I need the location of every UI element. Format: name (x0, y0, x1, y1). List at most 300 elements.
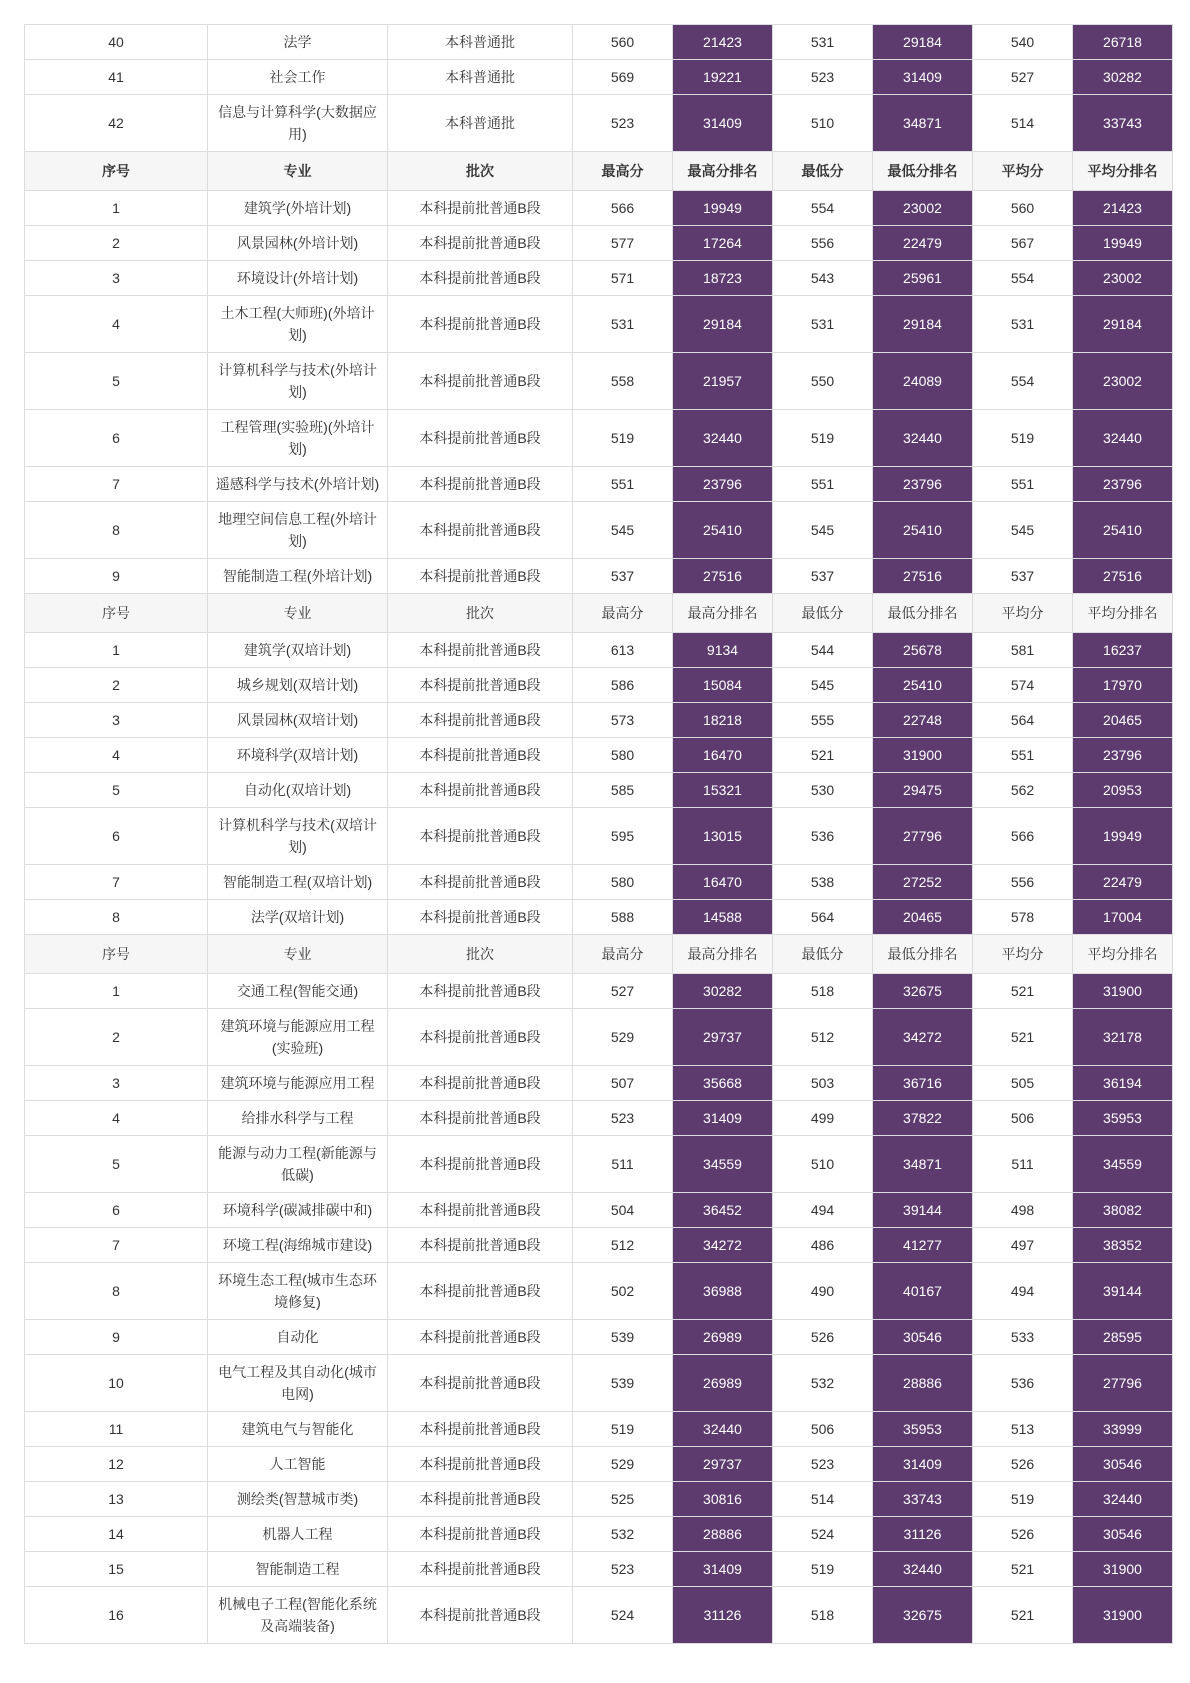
cell-max-score-rank: 34559 (673, 1136, 773, 1193)
cell-max-score: 519 (573, 410, 673, 467)
cell-avg-score: 574 (973, 668, 1073, 703)
cell-min-score: 523 (773, 60, 873, 95)
cell-avg-score-rank: 31900 (1073, 974, 1173, 1009)
cell-avg-score-rank: 32440 (1073, 1482, 1173, 1517)
cell-avg-score: 564 (973, 703, 1073, 738)
cell-min-score: 536 (773, 808, 873, 865)
cell-min-score: 510 (773, 95, 873, 152)
cell-max-score: 531 (573, 296, 673, 353)
cell-min-score: 531 (773, 25, 873, 60)
table-row (25, 1552, 1173, 1587)
cell-avg-score-rank: 23002 (1073, 353, 1173, 410)
cell-avg-score: 581 (973, 633, 1073, 668)
cell-max-score: 580 (573, 738, 673, 773)
cell-avg-score: 526 (973, 1517, 1073, 1552)
cell-min-score-rank: 34871 (873, 1136, 973, 1193)
cell-avg-score: 567 (973, 226, 1073, 261)
header-row (25, 152, 1173, 191)
table-row (25, 974, 1173, 1009)
cell-serial-number: 6 (25, 808, 208, 865)
cell-max-score: 529 (573, 1447, 673, 1482)
cell-avg-score: 554 (973, 353, 1073, 410)
cell-max-score: 519 (573, 1412, 673, 1447)
cell-min-score-rank: 32440 (873, 410, 973, 467)
table-row (25, 191, 1173, 226)
cell-min-score-rank: 35953 (873, 1412, 973, 1447)
cell-batch: 本科提前批普通B段 (388, 808, 573, 865)
cell-max-score-rank: 23796 (673, 467, 773, 502)
table-row (25, 865, 1173, 900)
cell-major: 环境科学(双培计划) (208, 738, 388, 773)
cell-batch: 本科提前批普通B段 (388, 353, 573, 410)
cell-min-score: 499 (773, 1101, 873, 1136)
cell-avg-score-rank: 21423 (1073, 191, 1173, 226)
table-row (25, 738, 1173, 773)
cell-max-score-rank: 15321 (673, 773, 773, 808)
cell-serial-number: 6 (25, 1193, 208, 1228)
cell-min-score: 494 (773, 1193, 873, 1228)
column-header-max-score-rank: 最高分排名 (673, 594, 773, 633)
cell-min-score: 543 (773, 261, 873, 296)
cell-max-score-rank: 36988 (673, 1263, 773, 1320)
cell-min-score-rank: 25961 (873, 261, 973, 296)
cell-min-score: 526 (773, 1320, 873, 1355)
cell-max-score: 537 (573, 559, 673, 594)
table-row (25, 296, 1173, 353)
column-header-serial-number: 序号 (25, 594, 208, 633)
cell-serial-number: 8 (25, 900, 208, 935)
cell-max-score-rank: 31409 (673, 1552, 773, 1587)
cell-max-score-rank: 26989 (673, 1355, 773, 1412)
cell-batch: 本科提前批普通B段 (388, 1517, 573, 1552)
cell-batch: 本科提前批普通B段 (388, 1482, 573, 1517)
cell-major: 法学(双培计划) (208, 900, 388, 935)
cell-major: 给排水科学与工程 (208, 1101, 388, 1136)
table-row (25, 1320, 1173, 1355)
cell-max-score-rank: 32440 (673, 410, 773, 467)
cell-avg-score: 578 (973, 900, 1073, 935)
cell-avg-score-rank: 26718 (1073, 25, 1173, 60)
cell-max-score-rank: 19221 (673, 60, 773, 95)
cell-avg-score: 551 (973, 467, 1073, 502)
cell-max-score-rank: 15084 (673, 668, 773, 703)
cell-min-score: 551 (773, 467, 873, 502)
cell-batch: 本科提前批普通B段 (388, 1009, 573, 1066)
cell-min-score-rank: 23796 (873, 467, 973, 502)
cell-major: 环境科学(碳减排碳中和) (208, 1193, 388, 1228)
cell-batch: 本科提前批普通B段 (388, 1228, 573, 1263)
cell-major: 建筑学(双培计划) (208, 633, 388, 668)
column-header-serial-number: 序号 (25, 152, 208, 191)
cell-min-score-rank: 22748 (873, 703, 973, 738)
cell-major: 信息与计算科学(大数据应用) (208, 95, 388, 152)
cell-min-score-rank: 41277 (873, 1228, 973, 1263)
cell-min-score-rank: 31409 (873, 1447, 973, 1482)
cell-major: 自动化 (208, 1320, 388, 1355)
table-row (25, 410, 1173, 467)
column-header-min-score: 最低分 (773, 935, 873, 974)
cell-serial-number: 6 (25, 410, 208, 467)
cell-batch: 本科提前批普通B段 (388, 502, 573, 559)
cell-min-score: 545 (773, 668, 873, 703)
cell-batch: 本科提前批普通B段 (388, 1447, 573, 1482)
cell-serial-number: 41 (25, 60, 208, 95)
cell-max-score-rank: 35668 (673, 1066, 773, 1101)
column-header-min-score: 最低分 (773, 594, 873, 633)
cell-max-score-rank: 32440 (673, 1412, 773, 1447)
cell-avg-score: 537 (973, 559, 1073, 594)
cell-major: 建筑环境与能源应用工程 (208, 1066, 388, 1101)
cell-serial-number: 11 (25, 1412, 208, 1447)
cell-min-score-rank: 34871 (873, 95, 973, 152)
table-row (25, 1412, 1173, 1447)
column-header-batch: 批次 (388, 152, 573, 191)
cell-batch: 本科提前批普通B段 (388, 738, 573, 773)
cell-serial-number: 12 (25, 1447, 208, 1482)
table-row (25, 1136, 1173, 1193)
cell-serial-number: 15 (25, 1552, 208, 1587)
cell-avg-score-rank: 28595 (1073, 1320, 1173, 1355)
cell-avg-score: 521 (973, 974, 1073, 1009)
cell-batch: 本科提前批普通B段 (388, 410, 573, 467)
cell-max-score: 527 (573, 974, 673, 1009)
table-row (25, 261, 1173, 296)
cell-serial-number: 5 (25, 353, 208, 410)
cell-avg-score-rank: 27796 (1073, 1355, 1173, 1412)
column-header-min-score: 最低分 (773, 152, 873, 191)
table-row (25, 1482, 1173, 1517)
cell-major: 人工智能 (208, 1447, 388, 1482)
cell-batch: 本科提前批普通B段 (388, 633, 573, 668)
cell-min-score: 506 (773, 1412, 873, 1447)
cell-batch: 本科提前批普通B段 (388, 773, 573, 808)
cell-major: 风景园林(外培计划) (208, 226, 388, 261)
cell-serial-number: 4 (25, 738, 208, 773)
cell-batch: 本科提前批普通B段 (388, 1101, 573, 1136)
cell-min-score: 532 (773, 1355, 873, 1412)
cell-max-score-rank: 19949 (673, 191, 773, 226)
cell-max-score: 551 (573, 467, 673, 502)
cell-avg-score-rank: 32440 (1073, 410, 1173, 467)
column-header-max-score: 最高分 (573, 152, 673, 191)
cell-avg-score: 519 (973, 1482, 1073, 1517)
cell-avg-score: 562 (973, 773, 1073, 808)
cell-min-score-rank: 32675 (873, 1587, 973, 1644)
cell-batch: 本科提前批普通B段 (388, 1320, 573, 1355)
cell-max-score-rank: 16470 (673, 738, 773, 773)
cell-max-score: 580 (573, 865, 673, 900)
cell-batch: 本科提前批普通B段 (388, 191, 573, 226)
cell-batch: 本科提前批普通B段 (388, 1136, 573, 1193)
cell-major: 风景园林(双培计划) (208, 703, 388, 738)
cell-max-score-rank: 27516 (673, 559, 773, 594)
cell-min-score: 490 (773, 1263, 873, 1320)
cell-avg-score-rank: 30282 (1073, 60, 1173, 95)
cell-avg-score-rank: 30546 (1073, 1447, 1173, 1482)
cell-max-score: 613 (573, 633, 673, 668)
cell-major: 环境生态工程(城市生态环境修复) (208, 1263, 388, 1320)
cell-batch: 本科提前批普通B段 (388, 1412, 573, 1447)
table-row (25, 1009, 1173, 1066)
cell-serial-number: 8 (25, 502, 208, 559)
cell-min-score-rank: 29184 (873, 296, 973, 353)
cell-min-score: 524 (773, 1517, 873, 1552)
cell-avg-score-rank: 31900 (1073, 1587, 1173, 1644)
cell-max-score: 511 (573, 1136, 673, 1193)
cell-serial-number: 4 (25, 296, 208, 353)
cell-serial-number: 1 (25, 974, 208, 1009)
cell-avg-score-rank: 19949 (1073, 808, 1173, 865)
table-row (25, 1066, 1173, 1101)
cell-batch: 本科提前批普通B段 (388, 1066, 573, 1101)
cell-serial-number: 2 (25, 1009, 208, 1066)
table-row (25, 900, 1173, 935)
table-row (25, 633, 1173, 668)
table-row (25, 1355, 1173, 1412)
cell-min-score-rank: 31900 (873, 738, 973, 773)
cell-major: 土木工程(大师班)(外培计划) (208, 296, 388, 353)
cell-serial-number: 13 (25, 1482, 208, 1517)
cell-min-score-rank: 40167 (873, 1263, 973, 1320)
cell-major: 地理空间信息工程(外培计划) (208, 502, 388, 559)
cell-serial-number: 3 (25, 703, 208, 738)
cell-min-score: 531 (773, 296, 873, 353)
cell-avg-score-rank: 25410 (1073, 502, 1173, 559)
cell-batch: 本科提前批普通B段 (388, 900, 573, 935)
cell-max-score: 532 (573, 1517, 673, 1552)
cell-min-score: 550 (773, 353, 873, 410)
cell-batch: 本科普通批 (388, 60, 573, 95)
cell-min-score: 523 (773, 1447, 873, 1482)
cell-major: 机械电子工程(智能化系统及高端装备) (208, 1587, 388, 1644)
cell-major: 交通工程(智能交通) (208, 974, 388, 1009)
cell-major: 环境工程(海绵城市建设) (208, 1228, 388, 1263)
table-body (25, 25, 1173, 1644)
cell-min-score: 521 (773, 738, 873, 773)
cell-avg-score-rank: 31900 (1073, 1552, 1173, 1587)
cell-major: 建筑环境与能源应用工程(实验班) (208, 1009, 388, 1066)
cell-max-score: 539 (573, 1320, 673, 1355)
cell-serial-number: 3 (25, 1066, 208, 1101)
cell-max-score: 523 (573, 1101, 673, 1136)
cell-max-score-rank: 26989 (673, 1320, 773, 1355)
cell-max-score-rank: 31409 (673, 95, 773, 152)
cell-max-score: 558 (573, 353, 673, 410)
cell-serial-number: 9 (25, 559, 208, 594)
cell-batch: 本科提前批普通B段 (388, 261, 573, 296)
cell-min-score: 545 (773, 502, 873, 559)
cell-min-score-rank: 24089 (873, 353, 973, 410)
cell-batch: 本科提前批普通B段 (388, 668, 573, 703)
cell-min-score: 555 (773, 703, 873, 738)
table-row (25, 226, 1173, 261)
cell-major: 智能制造工程 (208, 1552, 388, 1587)
cell-max-score-rank: 13015 (673, 808, 773, 865)
table-row (25, 60, 1173, 95)
cell-serial-number: 10 (25, 1355, 208, 1412)
table-row (25, 1263, 1173, 1320)
table-row (25, 703, 1173, 738)
cell-batch: 本科普通批 (388, 25, 573, 60)
cell-serial-number: 7 (25, 865, 208, 900)
cell-min-score-rank: 30546 (873, 1320, 973, 1355)
cell-min-score-rank: 27796 (873, 808, 973, 865)
cell-max-score: 585 (573, 773, 673, 808)
cell-min-score-rank: 36716 (873, 1066, 973, 1101)
cell-batch: 本科提前批普通B段 (388, 1193, 573, 1228)
cell-max-score-rank: 30816 (673, 1482, 773, 1517)
cell-serial-number: 2 (25, 668, 208, 703)
cell-serial-number: 5 (25, 773, 208, 808)
header-row (25, 935, 1173, 974)
cell-avg-score: 505 (973, 1066, 1073, 1101)
cell-max-score-rank: 31126 (673, 1587, 773, 1644)
cell-avg-score-rank: 17004 (1073, 900, 1173, 935)
cell-min-score: 519 (773, 1552, 873, 1587)
table-row (25, 1587, 1173, 1644)
column-header-avg-score: 平均分 (973, 935, 1073, 974)
cell-avg-score-rank: 32178 (1073, 1009, 1173, 1066)
column-header-min-score-rank: 最低分排名 (873, 152, 973, 191)
cell-max-score-rank: 18218 (673, 703, 773, 738)
cell-min-score-rank: 29475 (873, 773, 973, 808)
cell-max-score: 539 (573, 1355, 673, 1412)
cell-max-score: 504 (573, 1193, 673, 1228)
cell-min-score: 544 (773, 633, 873, 668)
cell-max-score: 560 (573, 25, 673, 60)
cell-min-score: 518 (773, 1587, 873, 1644)
cell-serial-number: 7 (25, 1228, 208, 1263)
column-header-max-score-rank: 最高分排名 (673, 152, 773, 191)
table-row (25, 1228, 1173, 1263)
cell-avg-score-rank: 23796 (1073, 467, 1173, 502)
cell-max-score: 524 (573, 1587, 673, 1644)
cell-avg-score-rank: 27516 (1073, 559, 1173, 594)
cell-min-score-rank: 39144 (873, 1193, 973, 1228)
cell-max-score: 595 (573, 808, 673, 865)
cell-batch: 本科提前批普通B段 (388, 1587, 573, 1644)
cell-max-score: 569 (573, 60, 673, 95)
cell-min-score: 486 (773, 1228, 873, 1263)
cell-major: 城乡规划(双培计划) (208, 668, 388, 703)
table-row (25, 95, 1173, 152)
cell-max-score-rank: 25410 (673, 502, 773, 559)
cell-max-score-rank: 29184 (673, 296, 773, 353)
cell-min-score: 510 (773, 1136, 873, 1193)
cell-serial-number: 9 (25, 1320, 208, 1355)
cell-avg-score: 519 (973, 410, 1073, 467)
cell-min-score: 538 (773, 865, 873, 900)
cell-batch: 本科提前批普通B段 (388, 296, 573, 353)
cell-max-score-rank: 29737 (673, 1009, 773, 1066)
cell-min-score-rank: 28886 (873, 1355, 973, 1412)
cell-max-score-rank: 31409 (673, 1101, 773, 1136)
cell-avg-score: 506 (973, 1101, 1073, 1136)
cell-min-score-rank: 31409 (873, 60, 973, 95)
cell-major: 能源与动力工程(新能源与低碳) (208, 1136, 388, 1193)
cell-max-score-rank: 16470 (673, 865, 773, 900)
cell-avg-score: 536 (973, 1355, 1073, 1412)
cell-serial-number: 2 (25, 226, 208, 261)
column-header-max-score-rank: 最高分排名 (673, 935, 773, 974)
cell-major: 法学 (208, 25, 388, 60)
table-row (25, 808, 1173, 865)
cell-max-score-rank: 30282 (673, 974, 773, 1009)
cell-avg-score-rank: 33743 (1073, 95, 1173, 152)
cell-avg-score: 511 (973, 1136, 1073, 1193)
cell-avg-score: 521 (973, 1009, 1073, 1066)
cell-major: 计算机科学与技术(外培计划) (208, 353, 388, 410)
cell-min-score: 503 (773, 1066, 873, 1101)
cell-serial-number: 3 (25, 261, 208, 296)
cell-max-score: 512 (573, 1228, 673, 1263)
table-row (25, 353, 1173, 410)
cell-max-score: 586 (573, 668, 673, 703)
cell-min-score: 514 (773, 1482, 873, 1517)
cell-avg-score: 533 (973, 1320, 1073, 1355)
cell-avg-score: 498 (973, 1193, 1073, 1228)
table-row (25, 1447, 1173, 1482)
cell-serial-number: 8 (25, 1263, 208, 1320)
column-header-avg-score-rank: 平均分排名 (1073, 594, 1173, 633)
cell-avg-score: 521 (973, 1587, 1073, 1644)
cell-major: 自动化(双培计划) (208, 773, 388, 808)
cell-avg-score: 513 (973, 1412, 1073, 1447)
cell-major: 工程管理(实验班)(外培计划) (208, 410, 388, 467)
cell-serial-number: 14 (25, 1517, 208, 1552)
cell-min-score: 554 (773, 191, 873, 226)
column-header-max-score: 最高分 (573, 935, 673, 974)
cell-min-score: 518 (773, 974, 873, 1009)
cell-max-score: 523 (573, 1552, 673, 1587)
cell-max-score: 525 (573, 1482, 673, 1517)
column-header-min-score-rank: 最低分排名 (873, 594, 973, 633)
cell-max-score-rank: 34272 (673, 1228, 773, 1263)
cell-batch: 本科普通批 (388, 95, 573, 152)
cell-batch: 本科提前批普通B段 (388, 226, 573, 261)
cell-max-score-rank: 28886 (673, 1517, 773, 1552)
cell-serial-number: 4 (25, 1101, 208, 1136)
cell-avg-score: 556 (973, 865, 1073, 900)
cell-max-score: 577 (573, 226, 673, 261)
column-header-serial-number: 序号 (25, 935, 208, 974)
cell-max-score-rank: 21423 (673, 25, 773, 60)
column-header-avg-score-rank: 平均分排名 (1073, 152, 1173, 191)
table-row (25, 559, 1173, 594)
column-header-avg-score-rank: 平均分排名 (1073, 935, 1173, 974)
cell-major: 智能制造工程(双培计划) (208, 865, 388, 900)
cell-avg-score-rank: 23796 (1073, 738, 1173, 773)
cell-max-score: 571 (573, 261, 673, 296)
cell-serial-number: 5 (25, 1136, 208, 1193)
cell-min-score-rank: 25410 (873, 668, 973, 703)
table-row (25, 467, 1173, 502)
cell-avg-score-rank: 22479 (1073, 865, 1173, 900)
cell-max-score: 566 (573, 191, 673, 226)
cell-batch: 本科提前批普通B段 (388, 703, 573, 738)
cell-serial-number: 1 (25, 633, 208, 668)
cell-batch: 本科提前批普通B段 (388, 1263, 573, 1320)
cell-max-score: 529 (573, 1009, 673, 1066)
cell-batch: 本科提前批普通B段 (388, 467, 573, 502)
cell-avg-score-rank: 17970 (1073, 668, 1173, 703)
cell-min-score-rank: 31126 (873, 1517, 973, 1552)
cell-major: 遥感科学与技术(外培计划) (208, 467, 388, 502)
column-header-min-score-rank: 最低分排名 (873, 935, 973, 974)
cell-min-score-rank: 27252 (873, 865, 973, 900)
cell-avg-score: 497 (973, 1228, 1073, 1263)
cell-avg-score: 551 (973, 738, 1073, 773)
